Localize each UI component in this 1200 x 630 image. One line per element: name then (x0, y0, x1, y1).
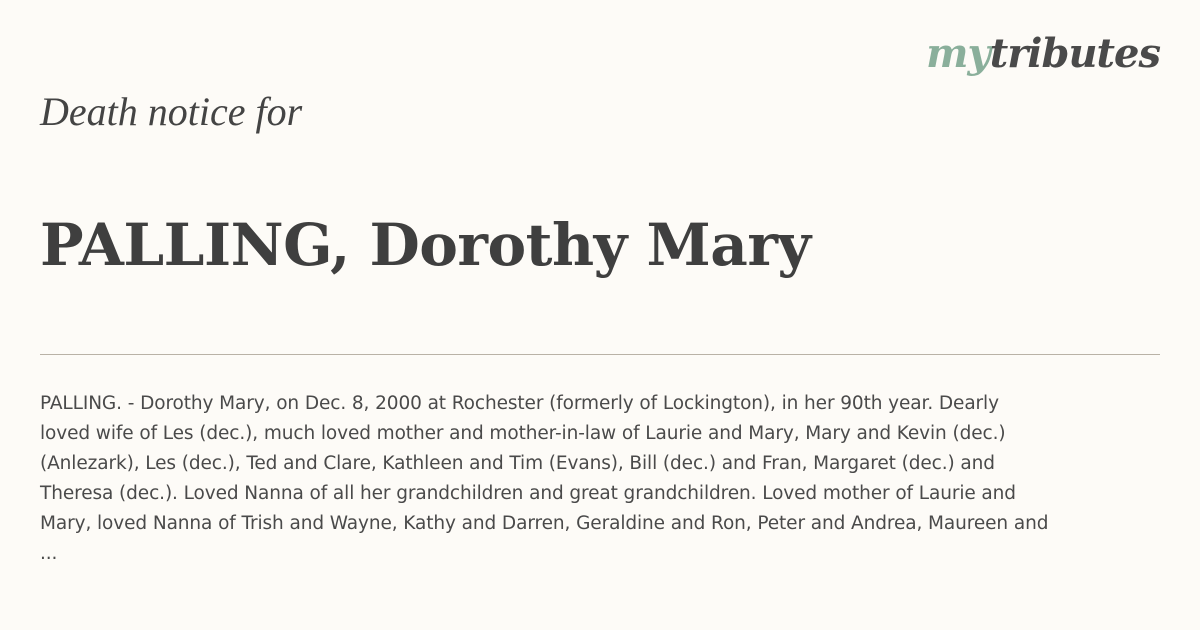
notice-body-line: Theresa (dec.). Loved Nanna of all her grandchildren and great grandchildren. Loved mother of Laurie and (40, 483, 1016, 504)
deceased-name: PALLING, Dorothy Mary (40, 211, 811, 279)
notice-body-ellipsis: ... (40, 543, 58, 564)
notice-body-line: (Anlezark), Les (dec.), Ted and Clare, Kathleen and Tim (Evans), Bill (dec.) and Fran, Margaret (dec.) and (40, 453, 995, 474)
logo-my-text: my (926, 30, 990, 77)
notice-body-line: loved wife of Les (dec.), much loved mother and mother-in-law of Laurie and Mary, Mary and Kevin (dec.) (40, 423, 1006, 444)
mytributes-logo[interactable] (926, 30, 1160, 77)
notice-body-line: PALLING. - Dorothy Mary, on Dec. 8, 2000 at Rochester (formerly of Lockington), in her 90th year. Dearly (40, 393, 999, 414)
notice-body (40, 389, 1160, 569)
notice-label: Death notice for (40, 89, 303, 134)
notice-body-line: Mary, loved Nanna of Trish and Wayne, Kathy and Darren, Geraldine and Ron, Peter and Andrea, Maureen and (40, 513, 1049, 534)
section-divider (40, 354, 1160, 355)
logo-tributes-text: tributes (989, 30, 1160, 77)
